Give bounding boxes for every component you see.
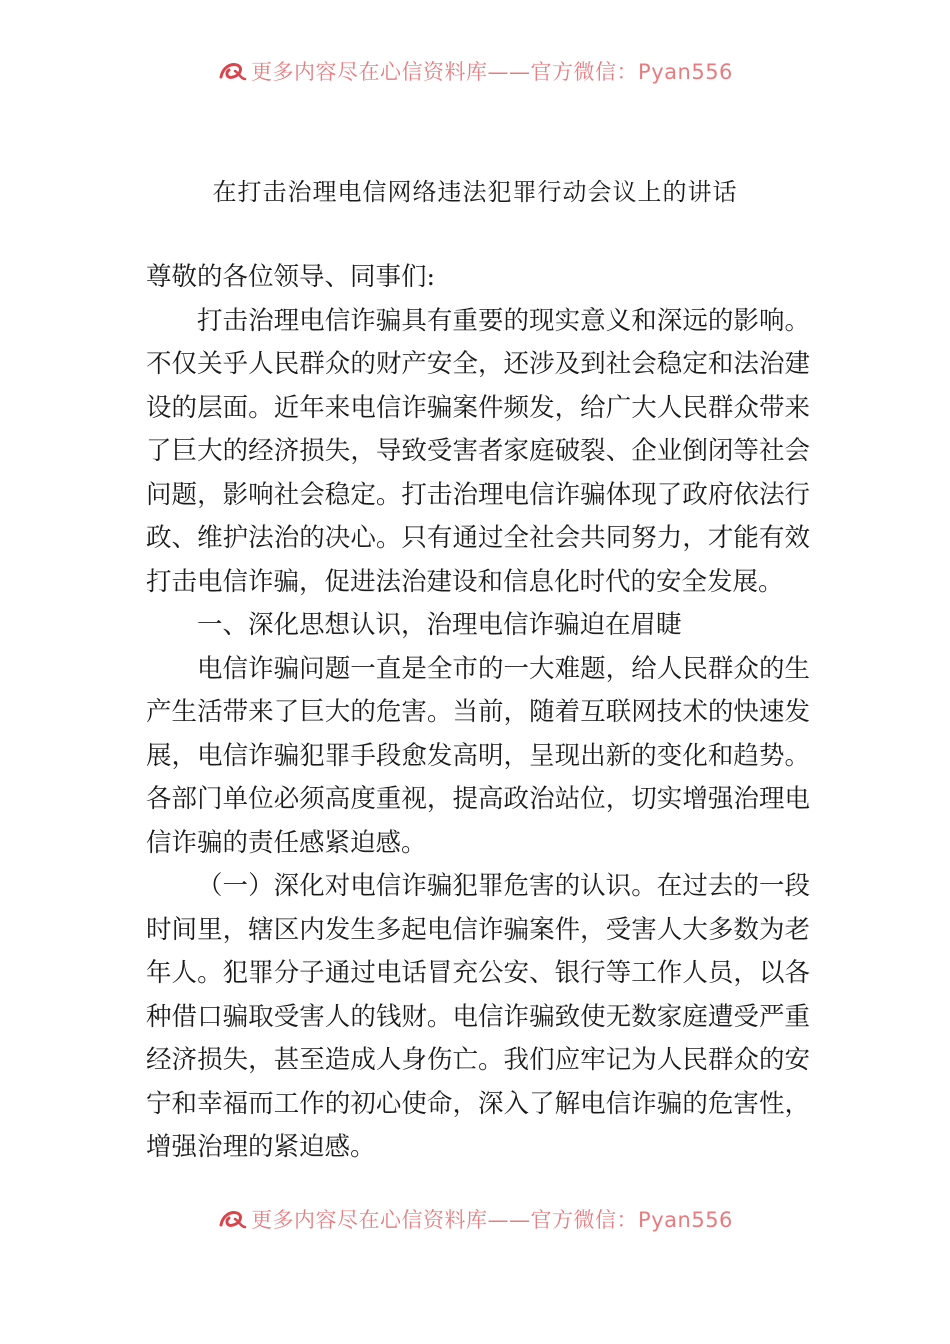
document-title: 在打击治理电信网络违法犯罪行动会议上的讲话 — [212, 178, 738, 206]
document-body — [146, 256, 810, 1170]
header-watermark — [0, 54, 950, 84]
section-heading-1: 一、深化思想认识，治理电信诈骗迫在眉睫 — [197, 610, 682, 640]
paragraph-section-1: 电信诈骗问题一直是全市的一大难题，给人民群众的生产生活带来了巨大的危害。当前，随着互联网技术的快速发展，电信诈骗犯罪手段愈发高明，呈现出新的变化和趋势。各部门单位必须高度重视，提高政治站位，切实增强治理电信诈骗的责任感紧迫感。 — [146, 653, 810, 858]
watermark-text: 更多内容尽在心信资料库——官方微信：Pyan556 — [251, 1208, 733, 1232]
paragraph-subsection-1: （一）深化对电信诈骗犯罪危害的认识。在过去的一段时间里，辖区内发生多起电信诈骗案件，受害人大多数为老年人。犯罪分子通过电话冒充公安、银行等工作人员，以各种借口骗取受害人的钱财。电信诈骗致使无数家庭遭受严重经济损失，甚至造成人身伤亡。我们应牢记为人民群众的安宁和幸福而工作的初心使命，深入了解电信诈骗的危害性，增强治理的紧迫感。 — [146, 871, 810, 1162]
watermark-logo-icon — [217, 59, 247, 83]
salutation: 尊敬的各位领导、同事们: — [146, 262, 436, 292]
watermark-text: 更多内容尽在心信资料库——官方微信：Pyan556 — [251, 60, 733, 84]
paragraph-intro: 打击治理电信诈骗具有重要的现实意义和深远的影响。不仅关乎人民群众的财产安全，还涉及到社会稳定和法治建设的层面。近年来电信诈骗案件频发，给广大人民群众带来了巨大的经济损失，导致受害者家庭破裂、企业倒闭等社会问题，影响社会稳定。打击治理电信诈骗体现了政府依法行政、维护法治的决心。只有通过全社会共同努力，才能有效打击电信诈骗，促进法治建设和信息化时代的安全发展。 — [146, 305, 810, 597]
footer-watermark — [0, 1202, 950, 1232]
watermark-logo-icon — [217, 1207, 247, 1231]
